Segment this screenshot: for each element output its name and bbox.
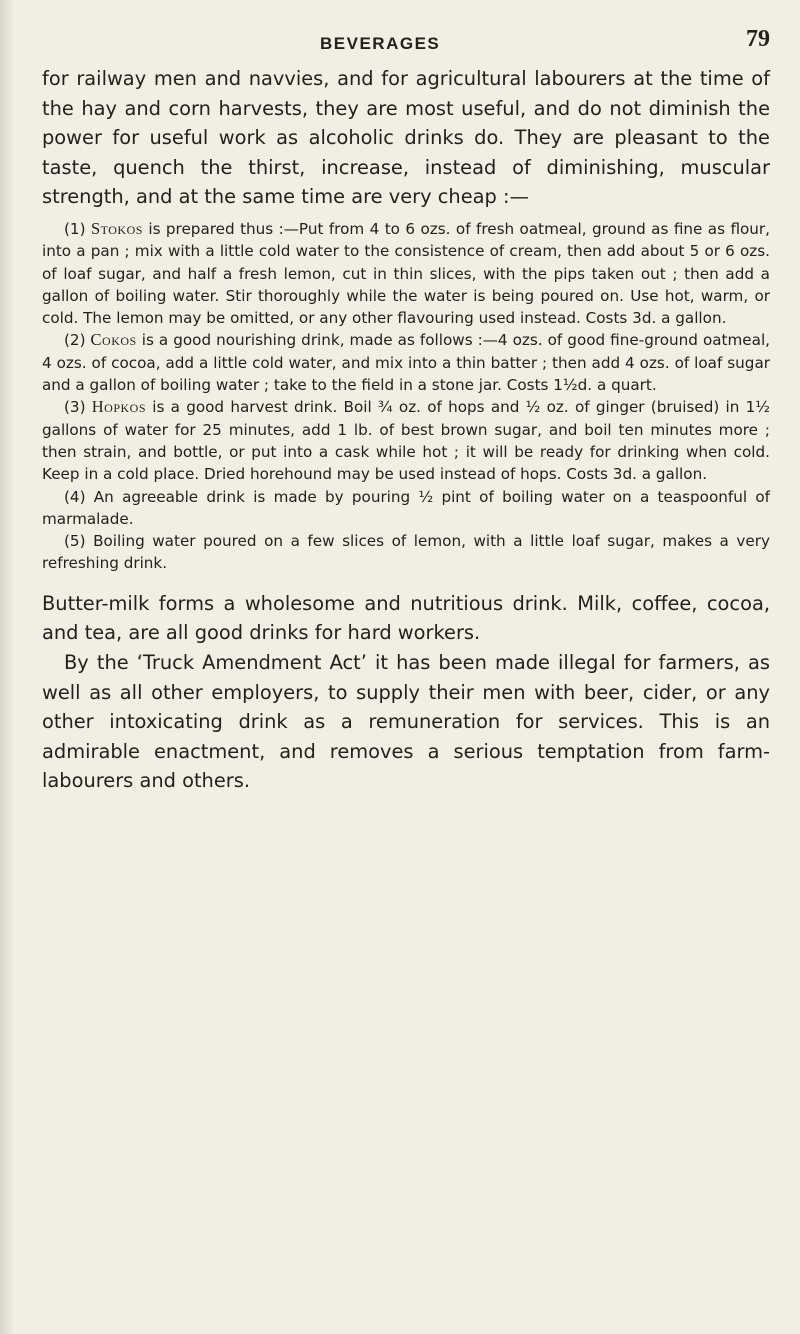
recipe-item	[42, 396, 770, 485]
running-title: BEVERAGES	[320, 34, 441, 53]
recipe-item	[42, 218, 770, 329]
recipe-list	[42, 218, 770, 575]
recipe-name: Hopkos	[91, 397, 147, 417]
recipe-name: Stokos	[90, 218, 143, 238]
book-page	[42, 0, 770, 796]
closing-paragraph: By the ‘Truck Amendment Act’ it has been made illegal for farmers, as well as all other employers, to supply their men with beer, cider, or any other intoxicating drink as a remuneration for services. This is an admirable enactment, and removes a serious temptation from farm-labourers and others.	[42, 650, 770, 793]
page-number: 79	[746, 26, 770, 52]
page-edge-shadow	[0, 0, 14, 1334]
recipe-text: is a good nourishing drink, made as follows :—4 ozs. of good fine-ground oatmeal, 4 ozs. of cocoa, add a little cold water, and mix into a thin batter ; then add 4 ozs. of loaf sugar and a gallon of boiling water ; take to the field in a stone jar. Costs 1½d. a quart.	[42, 331, 771, 395]
recipe-item	[42, 486, 770, 531]
recipe-number: (2)	[64, 331, 86, 350]
recipe-text: Boiling water poured on a few slices of lemon, with a little loaf sugar, makes a very refreshing drink.	[42, 532, 770, 573]
recipe-text: is a good harvest drink. Boil ¾ oz. of hops and ½ oz. of ginger (bruised) in 1½ gallons of water for 25 minutes, add 1 lb. of best brown sugar, and boil ten minutes more ; then strain, and bottle, or put into a cask while hot ; it will be ready for drinking when cold. Keep in a cold place. Dried horehound may be used instead of hops. Costs 3d. a gallon.	[42, 398, 770, 484]
recipe-item	[42, 530, 770, 575]
recipe-item	[42, 329, 770, 396]
running-head	[42, 26, 770, 60]
recipe-number: (4)	[64, 487, 86, 506]
recipe-number: (1)	[64, 219, 86, 238]
recipe-text: An agreeable drink is made by pouring ½ pint of boiling water on a teaspoonful of marmalade.	[42, 487, 770, 528]
recipe-name: Cokos	[90, 330, 137, 350]
recipe-number: (5)	[64, 532, 86, 551]
closing-paragraph: Butter-milk forms a wholesome and nutritious drink. Milk, coffee, cocoa, and tea, are all good drinks for hard workers.	[42, 591, 770, 645]
recipe-number: (3)	[64, 398, 86, 417]
intro-paragraph: for railway men and navvies, and for agricultural labourers at the time of the hay and corn harvests, they are most useful, and do not diminish the power for useful work as alcoholic drinks do. They are pleasant to the taste, quench the thirst, increase, instead of diminishing, muscular strength, and at the same time are very cheap :—	[42, 67, 770, 209]
recipe-text: is prepared thus :—Put from 4 to 6 ozs. of fresh oatmeal, ground as fine as flour, into a pan ; mix with a little cold water to the consistence of cream, then add about 5 or 6 ozs. of loaf sugar, and half a fresh lemon, cut in thin slices, with the pips taken out ; then add a gallon of boiling water. Stir thoroughly while the water is being poured on. Use hot, warm, or cold. The lemon may be omitted, or any other flavouring used instead. Costs 3d. a gallon.	[42, 219, 771, 328]
closing-section	[42, 589, 770, 796]
